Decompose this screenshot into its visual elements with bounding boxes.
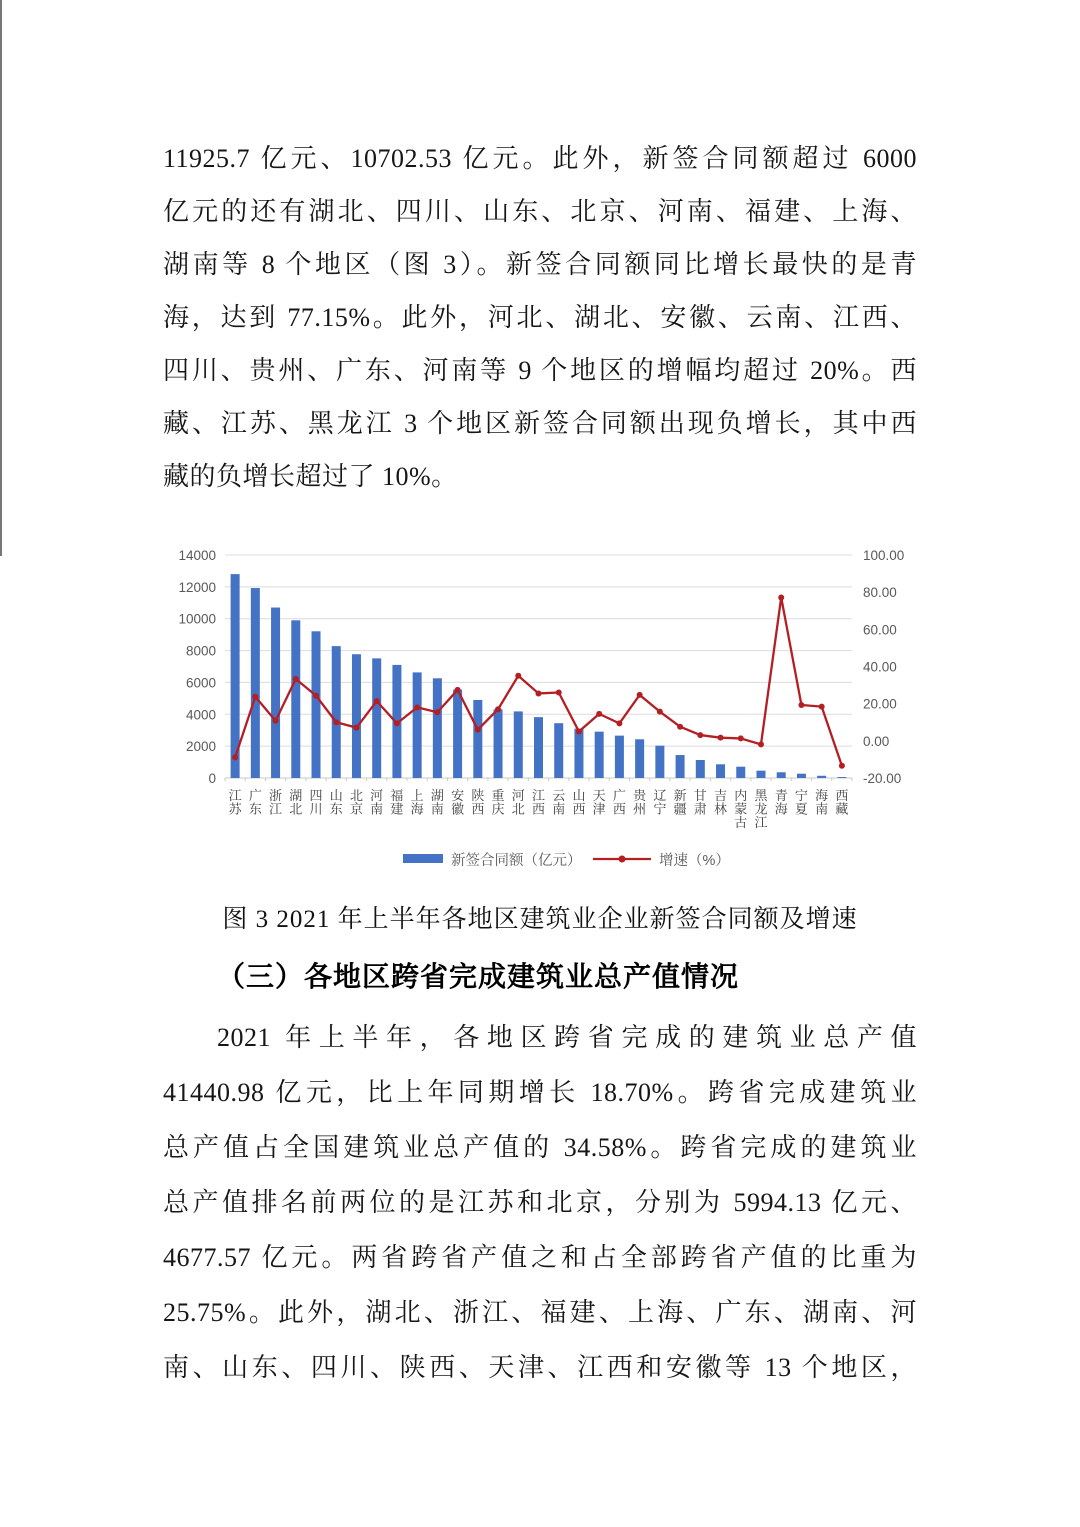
bar-海南 [817,776,826,778]
right-axis-tick-label: 60.00 [863,622,897,638]
bar-上海 [413,672,422,778]
line-point-吉林 [718,735,724,741]
bar-陕西 [473,700,482,778]
line-point-上海 [414,704,420,710]
page-edge-artifact [0,0,2,556]
category-label: 浙江 [269,788,283,817]
bar-西藏 [837,777,846,778]
figure-caption: 图 3 2021 年上半年各地区建筑业企业新签合同额及增速 [222,906,858,933]
line-point-重庆 [495,706,501,712]
line-point-江苏 [232,754,238,760]
paragraph-cross-province-output [163,1010,917,1395]
bar-四川 [312,631,321,778]
paragraph-line: 海，达到 77.15%。此外，河北、湖北、安徽、云南、江西、 [163,303,917,332]
paragraph-line: 41440.98 亿元，比上年同期增长 18.70%。跨省完成建筑业 [163,1078,917,1107]
bar-吉林 [716,764,725,778]
line-point-广西 [616,720,622,726]
bar-河南 [372,658,381,778]
line-point-河南 [374,698,380,704]
line-point-甘肃 [697,732,703,738]
category-label: 辽宁 [653,788,667,817]
category-label: 黑龙江 [754,788,768,830]
left-axis-tick-label: 0 [208,771,216,786]
bar-江西 [534,717,543,778]
bar-新疆 [676,755,685,778]
category-label: 山东 [329,788,343,817]
line-point-山西 [576,729,582,735]
bar-浙江 [271,608,280,778]
bar-河北 [514,711,523,778]
paragraph-contract-amounts [163,132,917,503]
left-axis-tick-label: 10000 [178,611,216,627]
line-point-浙江 [273,718,279,724]
line-point-海南 [819,704,825,710]
line-point-江西 [536,690,542,696]
category-label: 海南 [815,788,829,817]
paragraph-line: 藏、江苏、黑龙江 3 个地区新签合同额出现负增长，其中西 [163,409,917,438]
line-point-湖南 [434,709,440,715]
right-axis-tick-label: 0.00 [863,733,890,749]
line-point-河北 [515,673,521,679]
category-label: 河南 [370,788,384,817]
bar-宁夏 [797,774,806,778]
paragraph-line: 湖南等 8 个地区（图 3）。新签合同额同比增长最快的是青 [163,250,917,279]
bar-甘肃 [696,760,705,778]
line-point-辽宁 [657,709,663,715]
category-label: 陕西 [471,788,485,817]
category-label: 北京 [349,788,363,817]
bar-辽宁 [655,746,664,778]
category-label: 山西 [572,788,586,817]
right-axis-tick-label: 20.00 [863,696,897,712]
category-label: 天津 [592,788,606,817]
right-axis-tick-label: 100.00 [863,548,905,563]
line-point-福建 [394,720,400,726]
paragraph-line: 总产值排名前两位的是江苏和北京，分别为 5994.13 亿元、 [163,1188,917,1217]
left-axis-tick-label: 2000 [185,739,216,755]
line-point-四川 [313,693,319,699]
line-point-广东 [252,694,258,700]
line-point-天津 [596,711,602,717]
left-axis-tick-label: 8000 [185,643,216,659]
bar-云南 [554,723,563,778]
category-label: 吉林 [714,788,728,817]
paragraph-line: 总产值占全国建筑业总产值的 34.58%。跨省完成的建筑业 [163,1133,917,1162]
category-label: 广东 [248,788,262,817]
right-axis-tick-label: -20.00 [863,771,902,786]
category-label: 青海 [774,788,788,817]
category-label: 重庆 [491,788,505,817]
left-axis-tick-label: 14000 [178,548,216,563]
bar-广西 [615,736,624,778]
paragraph-line: 藏的负增长超过了 10%。 [163,462,458,491]
paragraph-line: 4677.57 亿元。两省跨省产值之和占全部跨省产值的比重为 [163,1243,917,1272]
paragraph-line: 南、山东、四川、陕西、天津、江西和安徽等 13 个地区， [163,1353,917,1382]
line-point-黑龙江 [758,741,764,747]
left-axis-tick-label: 6000 [185,675,216,691]
bar-安徽 [453,690,462,778]
bar-湖南 [433,678,442,778]
bar-湖北 [291,620,300,778]
line-point-青海 [778,594,784,600]
bar-天津 [595,732,604,778]
category-label: 宁夏 [794,788,808,817]
line-point-新疆 [677,724,683,730]
category-label: 四川 [309,788,323,817]
line-point-山东 [333,719,339,725]
bar-内蒙古 [736,767,745,778]
legend-line-label: 增速（%） [659,853,730,869]
line-point-北京 [353,725,359,731]
right-axis-tick-label: 80.00 [863,585,897,601]
category-label: 广西 [612,788,626,817]
legend-line-dot [619,856,626,863]
legend-bar-label: 新签合同额（亿元） [451,853,582,869]
category-label: 云南 [552,788,566,817]
legend-bar-swatch [403,854,443,863]
line-point-安徽 [455,687,461,693]
right-axis-tick-label: 40.00 [863,659,897,675]
left-axis-tick-label: 12000 [178,579,216,595]
paragraph-line: 四川、贵州、广东、河南等 9 个地区的增幅均超过 20%。西 [163,356,917,385]
left-axis-tick-label: 4000 [185,707,216,723]
bar-黑龙江 [756,771,765,778]
line-point-湖北 [293,676,299,682]
bar-山东 [332,646,341,778]
section-heading: （三）各地区跨省完成建筑业总产值情况 [217,962,740,993]
paragraph-line: 25.75%。此外，湖北、浙江、福建、上海、广东、湖南、河 [163,1298,917,1327]
line-point-贵州 [637,692,643,698]
category-label: 江西 [531,788,546,817]
category-label: 新疆 [673,788,687,817]
category-label: 江苏 [228,788,242,817]
bar-青海 [777,772,786,778]
bar-广东 [251,588,260,778]
line-point-内蒙古 [738,735,744,741]
category-label: 内蒙古 [734,788,748,830]
line-point-宁夏 [798,702,804,708]
figure-3-chart [165,537,925,887]
paragraph-line: 2021 年上半年，各地区跨省完成的建筑业总产值 [217,1023,917,1052]
category-label: 湖南 [430,788,444,817]
line-point-云南 [556,690,562,696]
line-point-陕西 [475,727,481,733]
category-label: 河北 [511,788,525,817]
bar-贵州 [635,739,644,778]
line-point-西藏 [839,763,845,769]
paragraph-line: 亿元的还有湖北、四川、山东、北京、河南、福建、上海、 [163,197,917,226]
bar-line-chart-canvas [165,537,925,887]
category-label: 上海 [410,788,424,817]
category-label: 福建 [390,788,404,817]
category-label: 湖北 [289,788,303,817]
category-label: 贵州 [633,788,647,817]
category-label: 安徽 [451,788,465,817]
category-label: 西藏 [835,788,849,817]
paragraph-line: 11925.7 亿元、10702.53 亿元。此外，新签合同额超过 6000 [163,144,917,173]
category-label: 甘肃 [693,788,707,817]
bar-山西 [574,729,583,778]
bar-重庆 [494,709,503,778]
bar-北京 [352,654,361,778]
